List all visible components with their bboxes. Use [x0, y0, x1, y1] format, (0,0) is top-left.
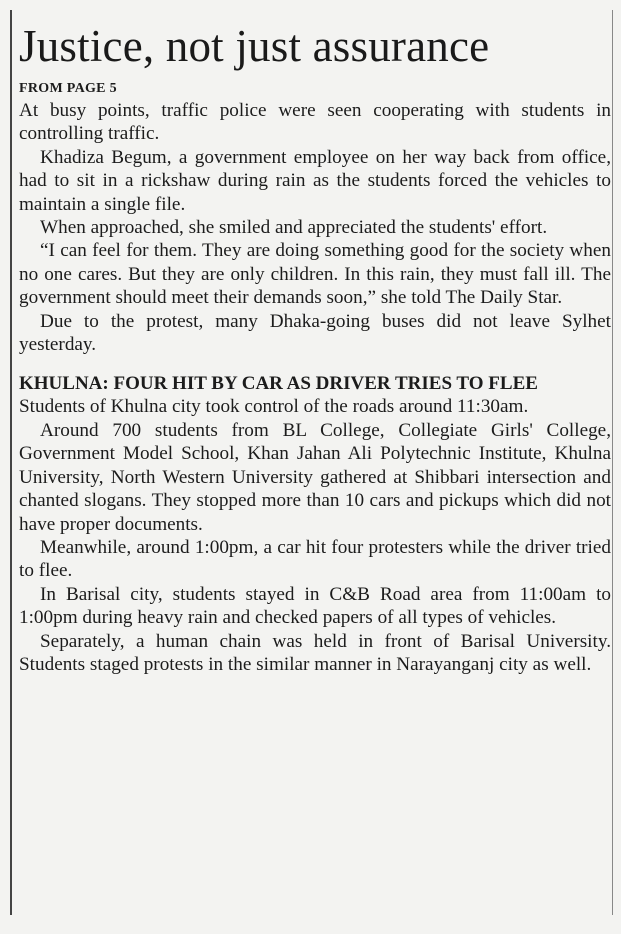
paragraph: When approached, she smiled and appreciated the students' effort.: [40, 217, 548, 239]
paragraph: Khadiza Begum, a government employee on her way back from office, had to sit in a rickshaw during rain as the students forced the vehicles to maintain a single file.: [19, 146, 611, 215]
paragraph: Students of Khulna city took control of the roads around 11:30am.: [19, 396, 529, 418]
paragraph: Around 700 students from BL College, Collegiate Girls' College, Government Model School, Khan Jahan Ali Polytechnic Institute, Khulna University, North Western University gathered at Shibbari intersection and chanted slogans. They stopped more than 10 cars and pickups which did not have proper documents.: [19, 419, 611, 535]
paragraph: Meanwhile, around 1:00pm, a car hit four protesters while the driver tried to flee.: [19, 536, 611, 582]
left-column-rule: [10, 10, 12, 915]
paragraph: “I can feel for them. They are doing something good for the society when no one cares. But they are only children. In this rain, they must fall ill. The government should meet their demands soon,” she told The Daily Star.: [19, 240, 611, 309]
article: [19, 22, 611, 676]
paragraph: At busy points, traffic police were seen cooperating with students in controlling traffic.: [19, 100, 611, 145]
paragraph: Separately, a human chain was held in front of Barisal University. Students staged protests in the similar manner in Narayanganj city as well.: [19, 630, 611, 675]
paragraph: Due to the protest, many Dhaka-going buses did not leave Sylhet yesterday.: [19, 310, 611, 356]
right-column-rule: [612, 10, 613, 915]
paragraph: In Barisal city, students stayed in C&B Road area from 11:00am to 1:00pm during heavy rain and checked papers of all types of vehicles.: [19, 583, 611, 629]
section-subhead: KHULNA: FOUR HIT BY CAR AS DRIVER TRIES TO FLEE: [19, 373, 538, 395]
continuation-kicker: FROM PAGE 5: [19, 81, 117, 96]
headline: Justice, not just assurance: [19, 21, 490, 71]
